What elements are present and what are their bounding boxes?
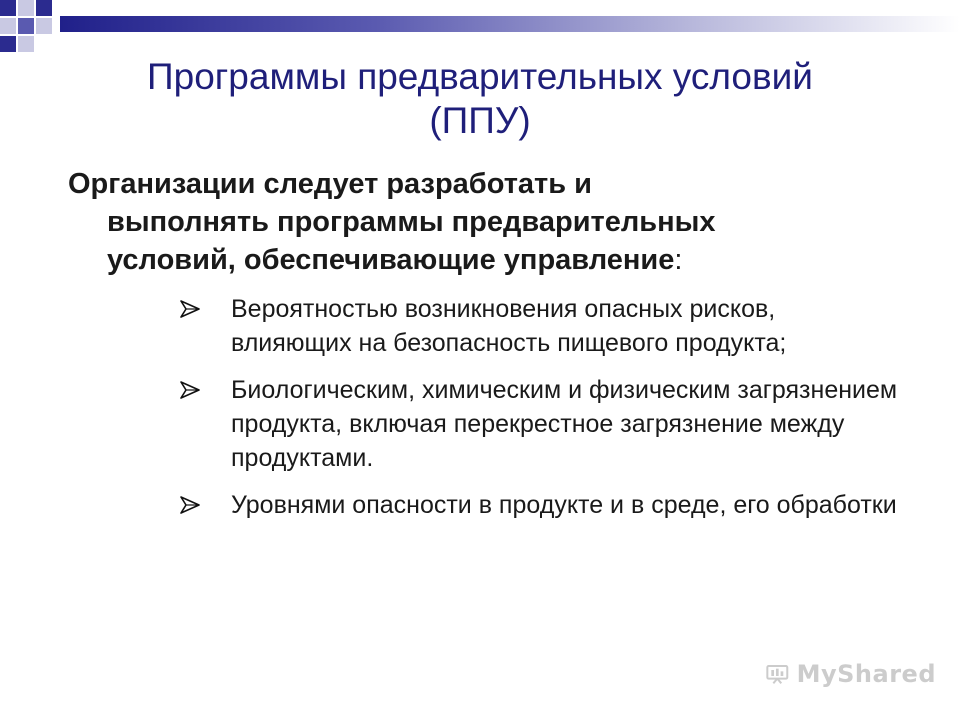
lead-line-3-text: условий, обеспечивающие управление [107, 244, 675, 276]
myshared-watermark [766, 656, 936, 692]
lead-paragraph [68, 165, 918, 279]
bullet-list [178, 292, 898, 535]
bullet-text: Уровнями опасности в продукте и в среде, его обработки [231, 491, 897, 519]
presentation-icon [766, 659, 789, 689]
lead-line-3 [68, 241, 918, 279]
slide-title-line2: (ППУ) [429, 100, 531, 141]
top-gradient-bar [60, 16, 960, 32]
slide-title [40, 55, 920, 143]
bullet-item [178, 373, 898, 475]
watermark-text: MyShared [796, 660, 936, 688]
lead-line-2: выполнять программы предварительных [107, 206, 716, 238]
arrow-bullet-icon [180, 496, 200, 514]
bullet-item [178, 488, 898, 522]
arrow-bullet-icon [180, 300, 200, 318]
bullet-item [178, 292, 898, 360]
bullet-text: Биологическим, химическим и физическим загрязнением продукта, включая перекрестное загрязнение между продуктами. [231, 376, 898, 472]
lead-line-1: Организации следует разработать и [68, 168, 592, 200]
bullet-text: Вероятностью возникновения опасных рисков, влияющих на безопасность пищевого продукта; [231, 295, 787, 357]
lead-colon: : [674, 244, 683, 276]
arrow-bullet-icon [180, 381, 200, 399]
slide-title-line1: Программы предварительных условий [147, 56, 813, 97]
